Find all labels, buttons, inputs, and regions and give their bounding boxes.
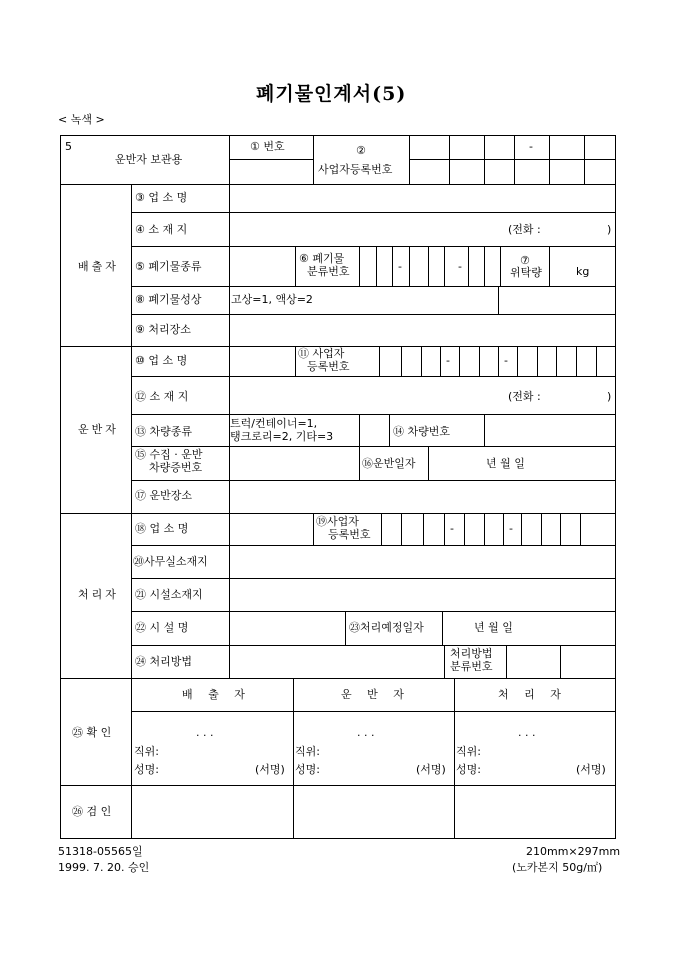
confirm-column-transporter: 운 반 자: [341, 688, 410, 701]
class-no-dash-2: -: [458, 260, 462, 273]
generator-sign-label: (서명): [255, 763, 285, 776]
generator-place-label: ⑨ 처리장소: [135, 323, 191, 336]
method-no-label-2: 분류번호: [450, 660, 493, 673]
biz-reg-dash: -: [529, 140, 533, 153]
generator-position-label: 직위:: [134, 745, 159, 758]
processor-position-label: 직위:: [456, 745, 481, 758]
transport-date-value: 년 월 일: [486, 457, 525, 470]
processor-biz-reg-label-2: 등록번호: [328, 528, 371, 541]
transporter-signer-label: 성명:: [295, 763, 320, 776]
transporter-biz-dash-2: -: [504, 354, 508, 367]
footer-approval-date: 1999. 7. 20. 승인: [58, 861, 150, 874]
generator-address-label: ④ 소 재 지: [135, 223, 188, 236]
transporter-phone-close: ): [607, 390, 612, 403]
processor-signer-label: 성명:: [456, 763, 481, 776]
process-method-label: ㉔ 처리방법: [135, 655, 193, 668]
class-no-label-1: ⑥ 폐기물: [299, 252, 345, 265]
copy-purpose: 운반자 보관용: [115, 153, 183, 166]
permit-label-2: 차량증번호: [149, 461, 203, 474]
plan-date-value: 년 월 일: [474, 621, 513, 634]
generator-phone-label: (전화 :: [508, 223, 541, 236]
generator-section-label: 배출자: [78, 260, 119, 273]
processor-biz-reg-label-1: ⑲사업자: [316, 515, 359, 528]
consign-label: 위탁량: [510, 266, 542, 279]
confirm-dots-processor: . . .: [518, 726, 536, 739]
transporter-biz-dash-1: -: [446, 354, 450, 367]
plan-date-label: ㉓처리예정일자: [349, 621, 424, 634]
consign-unit: kg: [576, 265, 590, 278]
transporter-position-label: 직위:: [295, 745, 320, 758]
confirm-column-processor: 처 리 자: [498, 688, 567, 701]
waste-state-label: ⑧ 폐기물성상: [135, 293, 202, 306]
waste-type-label: ⑤ 폐기물종류: [135, 260, 202, 273]
processor-biz-dash-1: -: [450, 522, 454, 535]
transporter-section-label: 운반자: [78, 423, 119, 436]
number-label: ① 번호: [250, 140, 285, 153]
class-no-dash-1: -: [398, 260, 402, 273]
method-no-label-1: 처리방법: [450, 647, 493, 660]
confirm-column-generator: 배 출 자: [182, 688, 251, 701]
copy-color-label: < 녹색 >: [58, 113, 105, 126]
confirm-label: ㉕ 확 인: [72, 726, 112, 739]
vehicle-type-value-1: 트럭/컨테이너=1,: [230, 417, 318, 430]
confirm-dots-generator: . . .: [196, 726, 214, 739]
footer-form-code: 51318-05565일: [58, 845, 143, 858]
confirm-dots-transporter: . . .: [357, 726, 375, 739]
footer-paper-size: 210mm×297mm: [526, 845, 621, 858]
transporter-biz-reg-label-2: 등록번호: [307, 360, 350, 373]
vehicle-number-label: ⑭ 차량번호: [393, 425, 451, 438]
processor-name-label: ⑱ 업 소 명: [135, 522, 189, 535]
vehicle-type-label: ⑬ 차량종류: [135, 425, 193, 438]
transport-place-label: ⑰ 운반장소: [135, 489, 193, 502]
transport-date-label: ⑯운반일자: [362, 457, 416, 470]
copy-number: 5: [65, 140, 72, 153]
processor-biz-dash-2: -: [509, 522, 513, 535]
waste-state-value: 고상=1, 액상=2: [231, 293, 313, 306]
vehicle-type-value-2: 탱크로리=2, 기타=3: [230, 430, 334, 443]
biz-reg-label: 사업자등록번호: [318, 163, 393, 176]
consign-mark: ⑦: [520, 254, 530, 267]
class-no-label-2: 분류번호: [307, 265, 350, 278]
office-address-label: ⑳사무실소재지: [133, 555, 208, 568]
transporter-phone-label: (전화 :: [508, 390, 541, 403]
processor-section-label: 처리자: [78, 588, 119, 601]
inspect-label: ㉖ 검 인: [72, 805, 112, 818]
transporter-sign-label: (서명): [416, 763, 446, 776]
generator-name-label: ③ 업 소 명: [135, 191, 188, 204]
footer-paper-type: (노카본지 50g/㎡): [512, 861, 603, 874]
processor-sign-label: (서명): [576, 763, 606, 776]
biz-reg-mark: ②: [356, 144, 366, 157]
transporter-name-label: ⑩ 업 소 명: [135, 354, 188, 367]
facility-address-label: ㉑ 시설소재지: [135, 588, 203, 601]
generator-phone-close: ): [607, 223, 612, 236]
document-title: 폐기물인계서(5): [256, 83, 407, 105]
facility-name-label: ㉒ 시 설 명: [135, 621, 189, 634]
permit-label-1: ⑮ 수집 · 운반: [135, 448, 203, 461]
transporter-biz-reg-label-1: ⑪ 사업자: [298, 347, 345, 360]
transporter-address-label: ⑫ 소 재 지: [135, 390, 189, 403]
generator-signer-label: 성명:: [134, 763, 159, 776]
